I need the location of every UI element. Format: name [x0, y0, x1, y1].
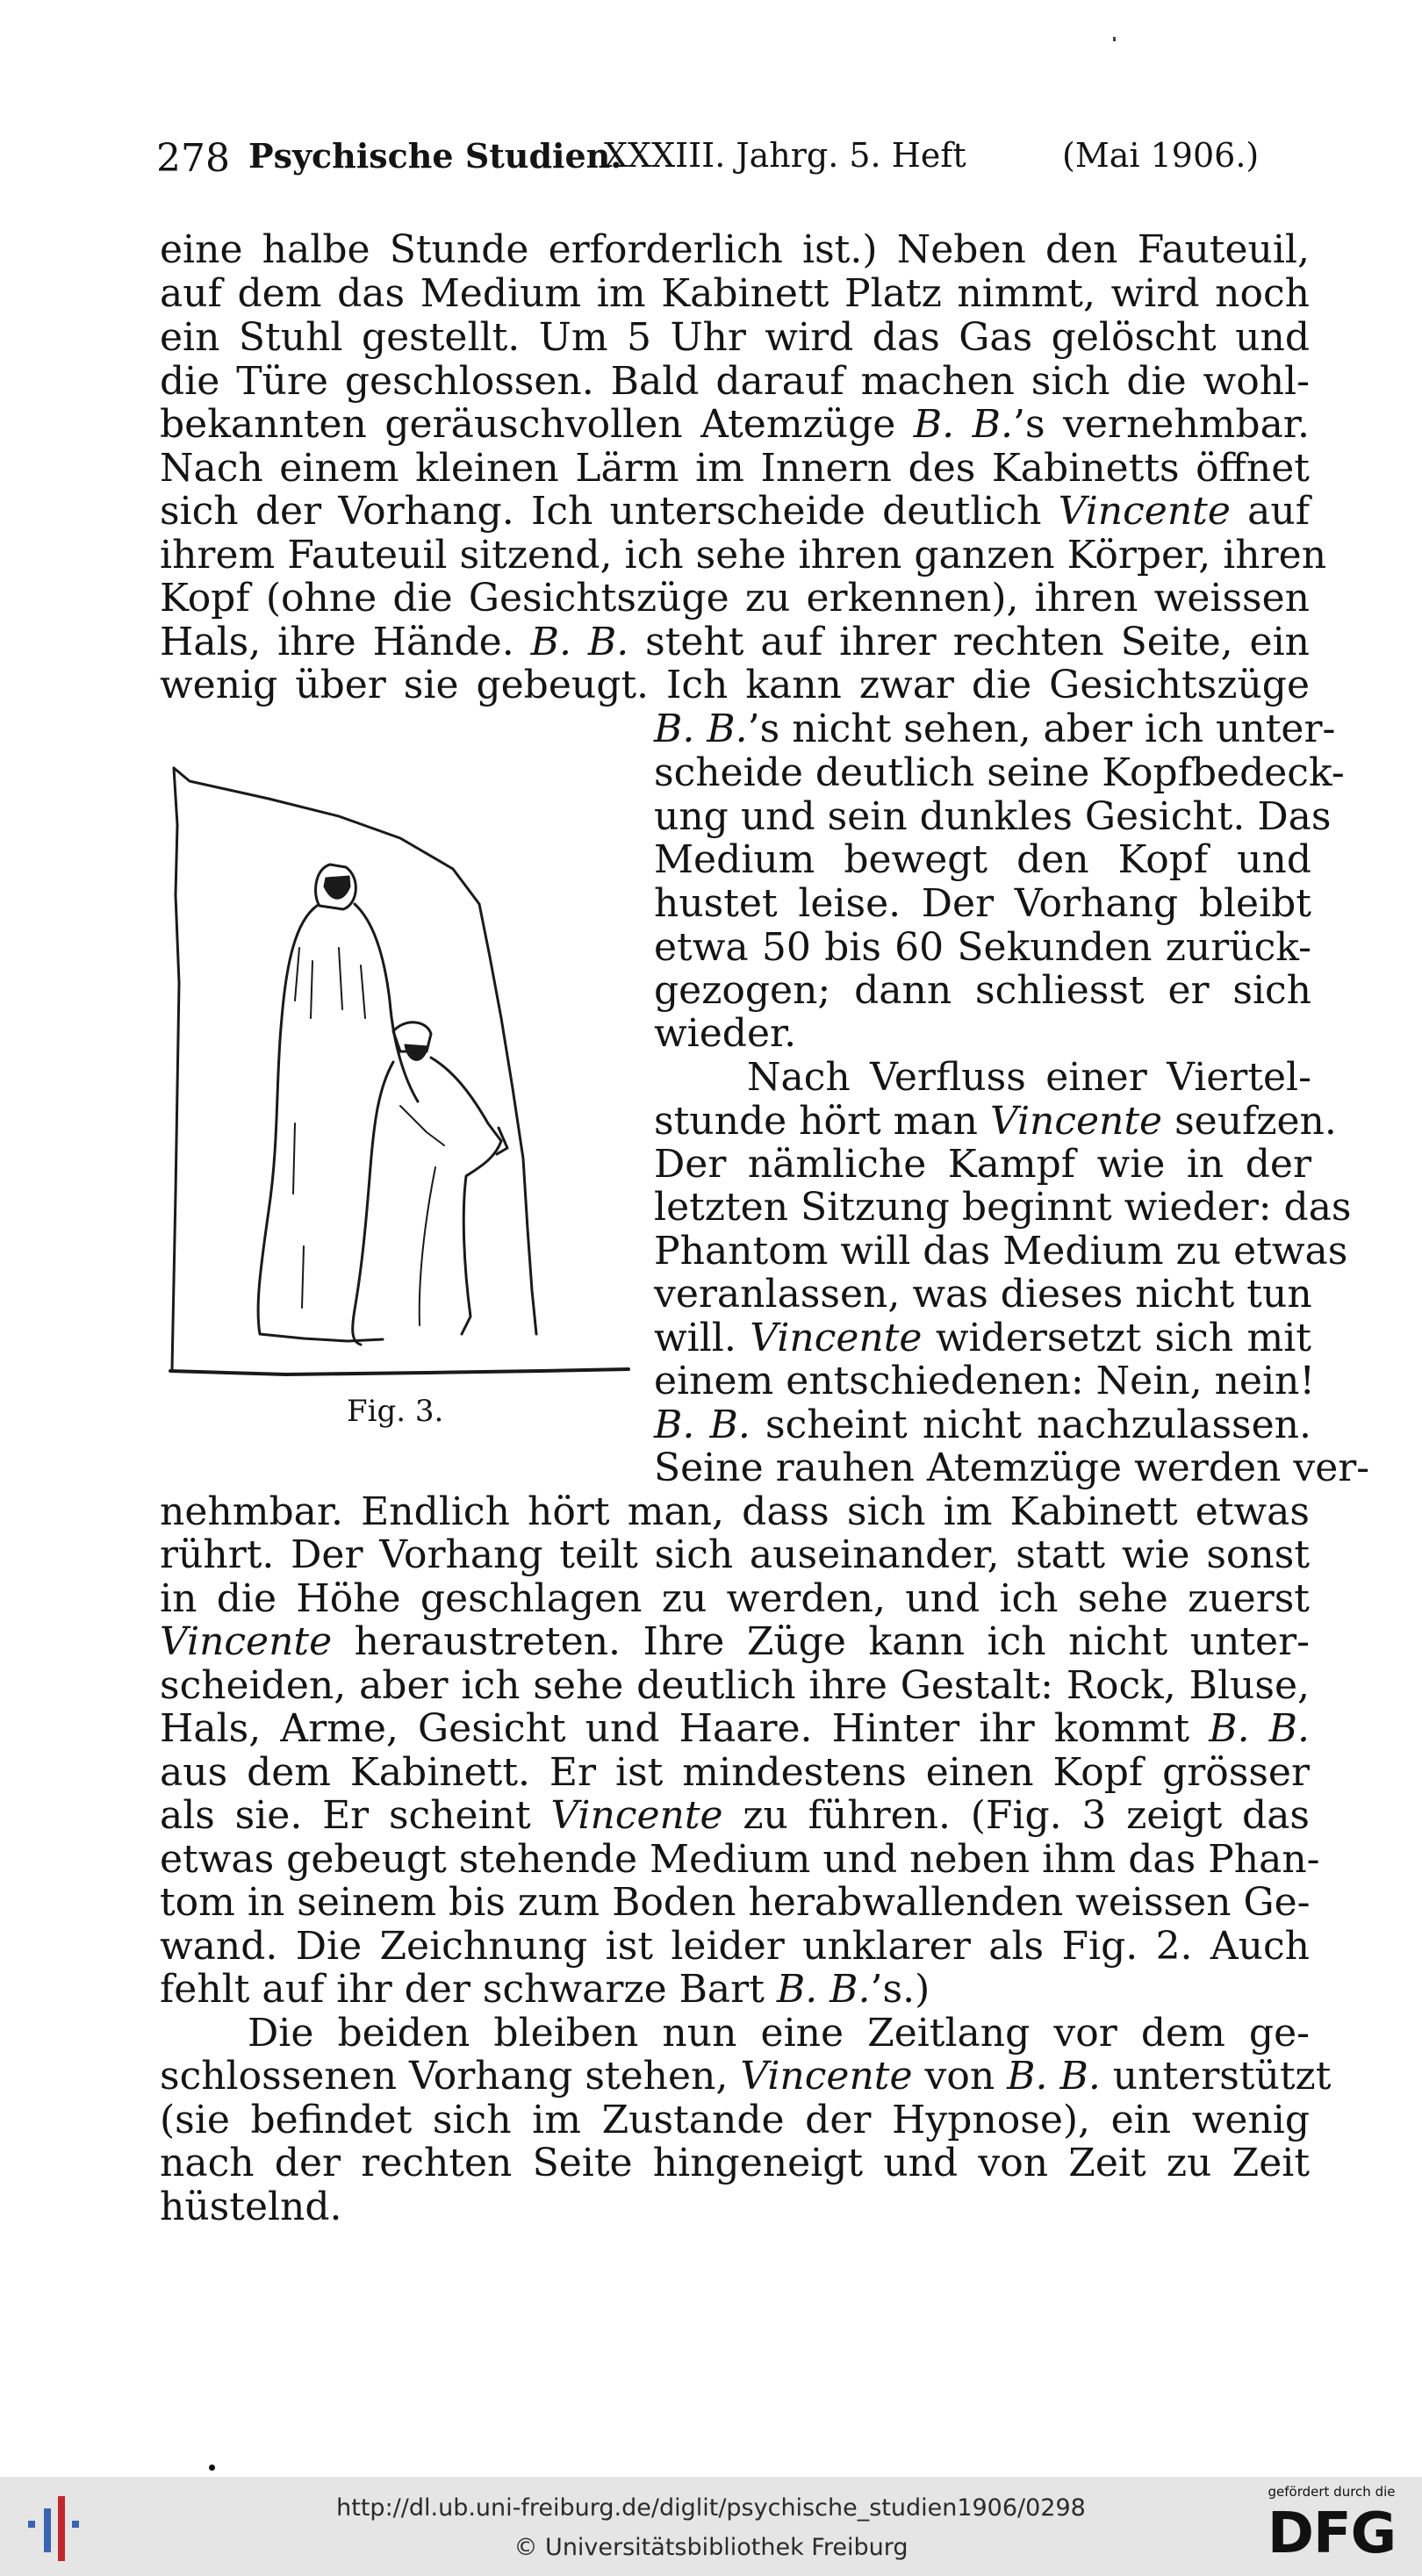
page-number: 278 — [156, 136, 230, 181]
text-line — [654, 707, 1336, 752]
text-line: scheide deutlich seine Kopfbedeck- — [654, 750, 1345, 795]
text-line: wand. Die Zeichnung ist leider unklarer als Fig. 2. Auch — [160, 1924, 1310, 1969]
text-line — [654, 1099, 1337, 1144]
text-line: hüstelnd. — [160, 2185, 342, 2229]
text-line: rührt. Der Vorhang teilt sich auseinander, statt wie sonst — [160, 1532, 1310, 1577]
text-run: als sie. Er scheint — [160, 1793, 551, 1838]
text-line: die Türe geschlossen. Bald darauf machen sich die wohl- — [160, 359, 1310, 404]
name-vincente: Vincente — [740, 2054, 913, 2099]
text-line: Phantom will das Medium zu etwas — [654, 1229, 1348, 1274]
funding-note: gefördert durch die — [1268, 2484, 1396, 2500]
text-line: veranlassen, was dieses nicht tun — [654, 1272, 1312, 1317]
text-run: steht auf ihrer rechten Seite, ein — [628, 620, 1310, 664]
text-line: ung und sein dunkles Gesicht. Das — [654, 794, 1332, 839]
text-line — [160, 489, 1310, 535]
text-line: Nach einem kleinen Lärm im Innern des Kabinetts öffnet — [160, 446, 1310, 491]
name-vincente: Vincente — [750, 1316, 923, 1360]
text-run: heraustreten. Ihre Züge kann ich nicht unter- — [332, 1619, 1310, 1664]
viewer-footer — [0, 2477, 1422, 2576]
text-run: Hals, Arme, Gesicht und Haare. Hinter ihr kommt — [160, 1706, 1210, 1751]
text-line: ein Stuhl gestellt. Um 5 Uhr wird das Gas gelöscht und — [160, 315, 1310, 360]
text-line: etwas gebeugt stehende Medium und neben ihm das Phan- — [160, 1837, 1320, 1882]
text-line — [654, 1403, 1311, 1448]
text-line: (sie befindet sich im Zustande der Hypnose), ein wenig — [160, 2098, 1310, 2142]
journal-title: Psychische Studien. — [248, 136, 622, 176]
volume-issue: XXXIII. Jahrg. 5. Heft — [604, 136, 966, 175]
name-vincente: Vincente — [989, 1099, 1163, 1144]
permalink[interactable]: http://dl.ub.uni-freiburg.de/diglit/psychische_studien1906/0298 — [336, 2494, 1086, 2522]
copyright-notice: © Universitätsbibliothek Freiburg — [514, 2534, 908, 2561]
text-run: schlossenen Vorhang stehen, — [160, 2054, 741, 2099]
text-line: Kopf (ohne die Gesichtszüge zu erkennen), ihren weissen — [160, 576, 1310, 621]
text-line — [160, 1619, 1310, 1665]
name-abbrev: B. B. — [913, 402, 1013, 447]
text-line: nehmbar. Endlich hört man, dass sich im Kabinett etwas — [160, 1489, 1310, 1534]
text-run: ’s.) — [870, 1967, 930, 2012]
text-line — [160, 402, 1310, 448]
text-run: unterstützt — [1100, 2054, 1332, 2099]
name-vincente: Vincente — [550, 1793, 723, 1838]
issue-date: (Mai 1906.) — [1062, 136, 1260, 175]
text-line: eine halbe Stunde erforderlich ist.) Neben den Fauteuil, — [160, 227, 1310, 272]
name-abbrev: B. B. — [1007, 2054, 1101, 2099]
text-line: Medium bewegt den Kopf und — [654, 837, 1311, 882]
text-run: von — [912, 2054, 1008, 2099]
text-line — [160, 1793, 1310, 1839]
text-line: scheiden, aber ich sehe deutlich ihre Gestalt: Rock, Bluse, — [160, 1663, 1310, 1708]
text-line: Der nämliche Kampf wie in der — [654, 1142, 1311, 1187]
name-abbrev: B. B. — [776, 1967, 871, 2012]
running-header — [156, 136, 1260, 189]
text-run: zu führen. (Fig. 3 zeigt das — [722, 1793, 1310, 1838]
text-line: wieder. — [654, 1011, 797, 1056]
text-line: etwa 50 bis 60 Sekunden zurück- — [654, 925, 1311, 970]
text-line: ihrem Fauteuil sitzend, ich sehe ihren ganzen Körper, ihren — [160, 533, 1327, 578]
text-line: aus dem Kabinett. Er ist mindestens einen Kopf grösser — [160, 1750, 1310, 1795]
text-run: ’s vernehmbar. — [1012, 402, 1310, 447]
text-line: tom in seinem bis zum Boden herabwallenden weissen Ge- — [160, 1880, 1311, 1925]
text-line: hustet leise. Der Vorhang bleibt — [654, 881, 1311, 926]
text-run: widersetzt sich mit — [922, 1316, 1311, 1360]
text-line: einem entschiedenen: Nein, nein! — [654, 1359, 1316, 1403]
text-run: sich der Vorhang. Ich unterscheide deutlich — [160, 489, 1059, 534]
text-run: Hals, ihre Hände. — [160, 620, 531, 664]
text-line: in die Höhe geschlagen zu werden, und ich sehe zuerst — [160, 1576, 1310, 1621]
text-run: will. — [654, 1316, 750, 1360]
dfg-logo-icon: DFG — [1267, 2501, 1397, 2566]
name-abbrev: B. B. — [1209, 1706, 1310, 1751]
name-abbrev: B. B. — [654, 1403, 750, 1447]
text-line: auf dem das Medium im Kabinett Platz nimmt, wird noch — [160, 271, 1310, 316]
text-run: seufzen. — [1162, 1099, 1337, 1144]
text-line: gezogen; dann schliesst er sich — [654, 968, 1311, 1013]
text-run: ’s nicht sehen, aber ich unter- — [747, 707, 1336, 751]
figure-caption: Fig. 3. — [347, 1394, 444, 1429]
name-abbrev: B. B. — [530, 620, 629, 664]
text-line: nach der rechten Seite hingeneigt und von Zeit zu Zeit — [160, 2141, 1310, 2185]
text-line — [160, 620, 1310, 665]
scan-speck — [1113, 37, 1116, 41]
text-line — [160, 2054, 1332, 2099]
name-abbrev: B. B. — [654, 707, 748, 751]
text-run: stunde hört man — [654, 1099, 990, 1144]
name-vincente: Vincente — [160, 1619, 333, 1664]
scan-dot — [209, 2465, 215, 2471]
text-line: wenig über sie gebeugt. Ich kann zwar die Gesichtszüge — [160, 663, 1310, 707]
text-line: Die beiden bleiben nun eine Zeitlang vor dem ge- — [248, 2011, 1310, 2056]
text-line: letzten Sitzung beginnt wieder: das — [654, 1185, 1352, 1230]
figure-3-drawing — [163, 755, 637, 1387]
text-line — [654, 1316, 1311, 1361]
name-vincente: Vincente — [1058, 489, 1231, 534]
text-run: auf — [1230, 489, 1310, 534]
text-line — [160, 1706, 1310, 1752]
text-run: fehlt auf ihr der schwarze Bart — [160, 1967, 777, 2012]
text-line: Seine rauhen Atemzüge werden ver- — [654, 1446, 1370, 1490]
text-line — [160, 1967, 1310, 2013]
text-line: Nach Verfluss einer Viertel- — [747, 1055, 1311, 1100]
text-run: bekannten geräuschvollen Atemzüge — [160, 402, 914, 447]
text-run: scheint nicht nachzulassen. — [750, 1403, 1311, 1447]
